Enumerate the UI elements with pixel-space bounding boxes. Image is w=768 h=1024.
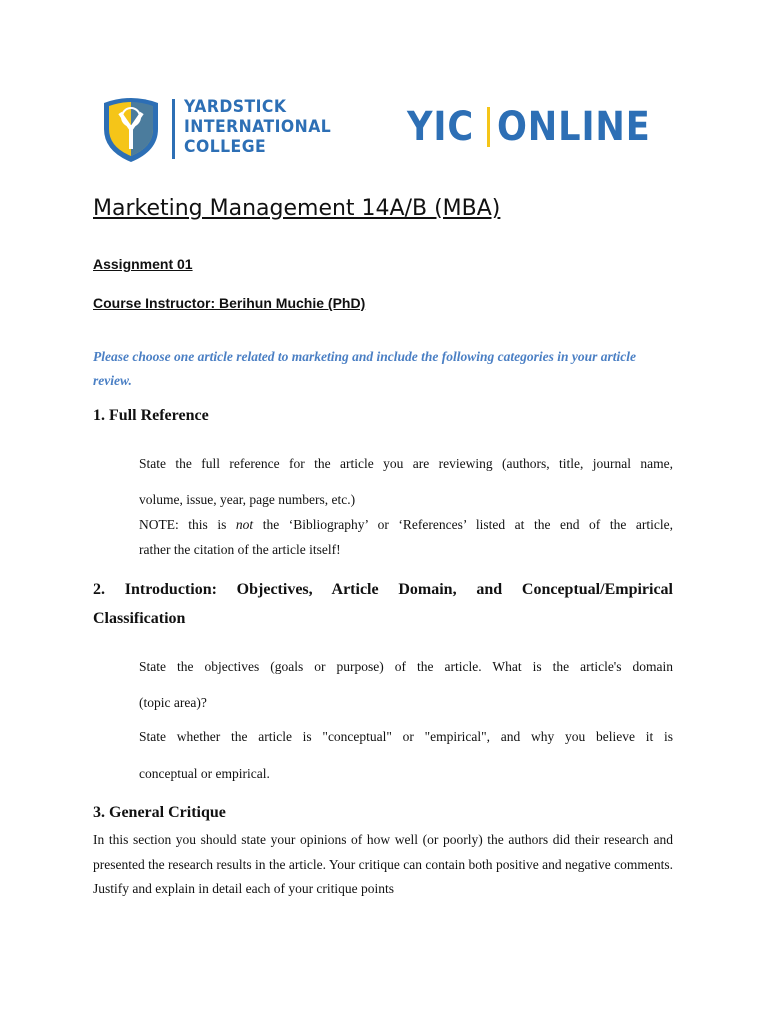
section-2-line: (topic area)? [139, 695, 207, 710]
shield-logo-icon [100, 95, 162, 163]
section-1-line: State the full reference for the article you are reviewing (authors, title, journal name, [139, 456, 673, 471]
yic-logo-divider [487, 107, 490, 147]
document-title: Marketing Management 14A/B (MBA) [93, 196, 501, 221]
section-2-line: conceptual or empirical. [139, 766, 270, 781]
instructor-label: Course Instructor: Berihun Muchie (PhD) [93, 295, 366, 311]
assignment-label: Assignment 01 [93, 256, 193, 272]
section-2-line: State the objectives (goals or purpose) of the article. What is the article's domain [139, 659, 673, 674]
college-logo [100, 95, 340, 163]
section-3-paragraph: In this section you should state your opinions of how well (or poorly) the authors did their research and presented the research results in the article. Your critique can contain both positive and negative comments. Justify and explain in detail each of your critique points [93, 832, 673, 896]
section-2-line: State whether the article is "conceptual" or "empirical", and why you believe it is [139, 729, 673, 744]
note-prefix: NOTE: this is [139, 517, 236, 532]
college-name-line2: INTERNATIONAL [184, 117, 332, 137]
note-emphasis: not [235, 517, 254, 532]
section-3-heading: 3. General Critique [93, 804, 226, 821]
yic-online-logo [407, 100, 667, 155]
section-1-heading: 1. Full Reference [93, 407, 209, 424]
section-1-line: rather the citation of the article itself! [139, 542, 341, 557]
online-logo-text: ONLINE [497, 104, 651, 150]
yic-logo-text: YIC [407, 104, 475, 150]
college-name-line1: YARDSTICK [184, 97, 287, 117]
logo-divider [172, 99, 175, 159]
note-suffix: the ‘Bibliography’ or ‘References’ listed at the end of the article, [253, 517, 673, 532]
section-1-note [139, 515, 673, 535]
instructions-text: Please choose one article related to marketing and include the following categories in your article review. [93, 349, 636, 388]
section-1-line: volume, issue, year, page numbers, etc.) [139, 492, 356, 507]
section-2-heading: 2. Introduction: Objectives, Article Domain, and Conceptual/Empirical [93, 581, 673, 598]
section-2-heading-cont: Classification [93, 610, 186, 627]
college-name-line3: COLLEGE [184, 137, 267, 157]
